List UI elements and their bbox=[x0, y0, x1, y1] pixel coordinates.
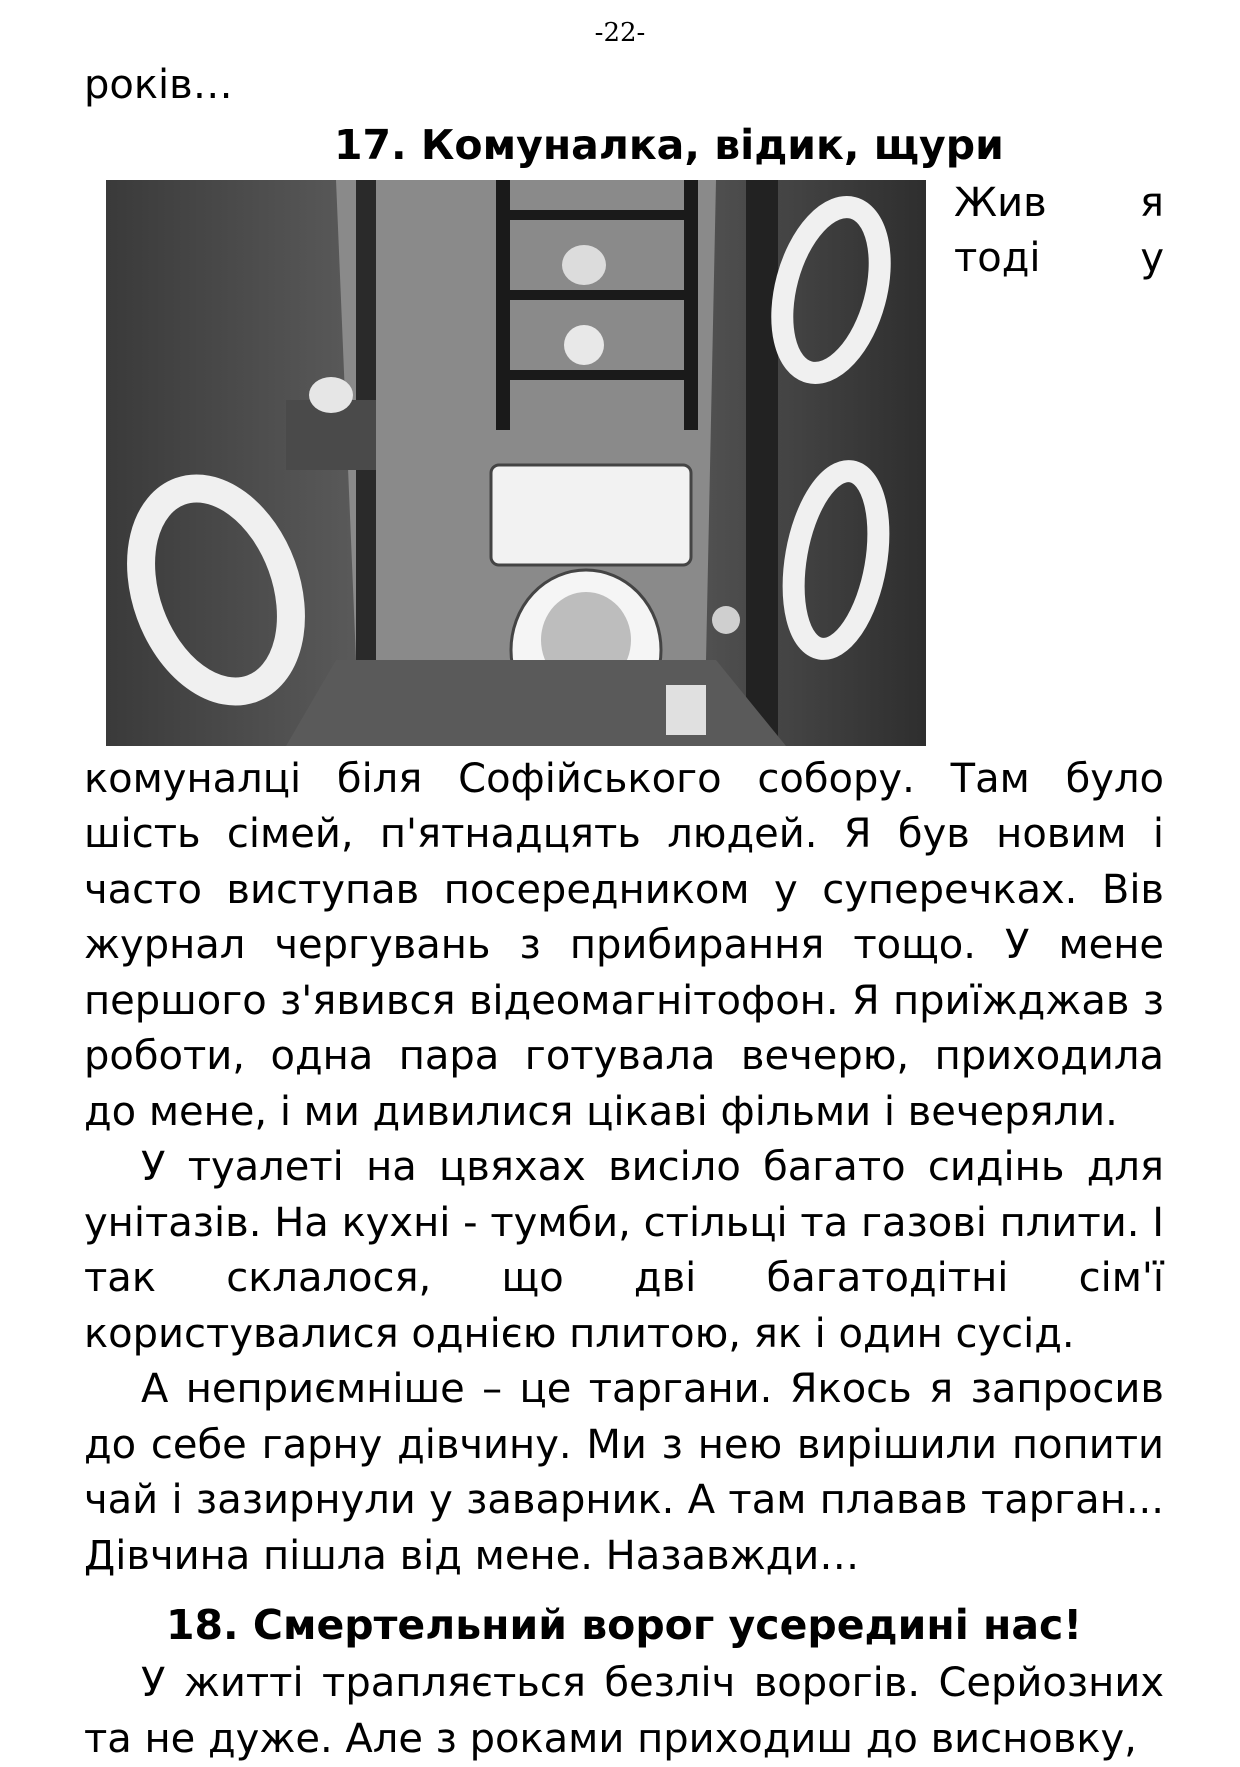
chapter-17-paragraph-1: Жив я тоді у комуналці біля Софійського собору. Там було шість сімей, п'ятнадцять людей. Я був новим і часто виступав посередником у суперечках. Вів журнал чергувань з прибирання тощо. У мене першого з'явився відеомагнітофон. Я приїжджав з роботи, одна пара готувала вечерю, приходила до мене, і ми дивилися цікаві фільми і вечеряли. bbox=[84, 179, 1164, 1135]
chapter-18-title: 18. Смертельний ворог усередині нас! bbox=[165, 1601, 1083, 1649]
page-number: -22- bbox=[594, 18, 646, 48]
chapter-17-paragraph-3: А неприємніше – це таргани. Якось я запросив до себе гарну дівчину. Ми з нею вирішили попити чай і зазирнули у заварник. А там плавав тарган... Дівчина пішла від мене. Назавжди… bbox=[84, 1366, 1164, 1579]
chapter-18-paragraph-1: У житті трапляється безліч ворогів. Серйозних та не дуже. Але з роками приходиш до висновку, bbox=[84, 1660, 1164, 1762]
previous-chapter-tail: років… bbox=[84, 62, 233, 108]
chapter-17-title: 17. Комуналка, відик, щури bbox=[334, 120, 1004, 169]
text-column bbox=[84, 58, 1164, 1767]
chapter-17-paragraph-2: У туалеті на цвяхах висіло багато сидінь для унітазів. На кухні - тумби, стільці та газові плити. І так склалося, що дві багатодітні сім'ї користувалися однією плитою, як і один сусід. bbox=[84, 1144, 1164, 1357]
photo-toilet-icon bbox=[106, 180, 926, 746]
chapter-17-body bbox=[84, 176, 1164, 1585]
